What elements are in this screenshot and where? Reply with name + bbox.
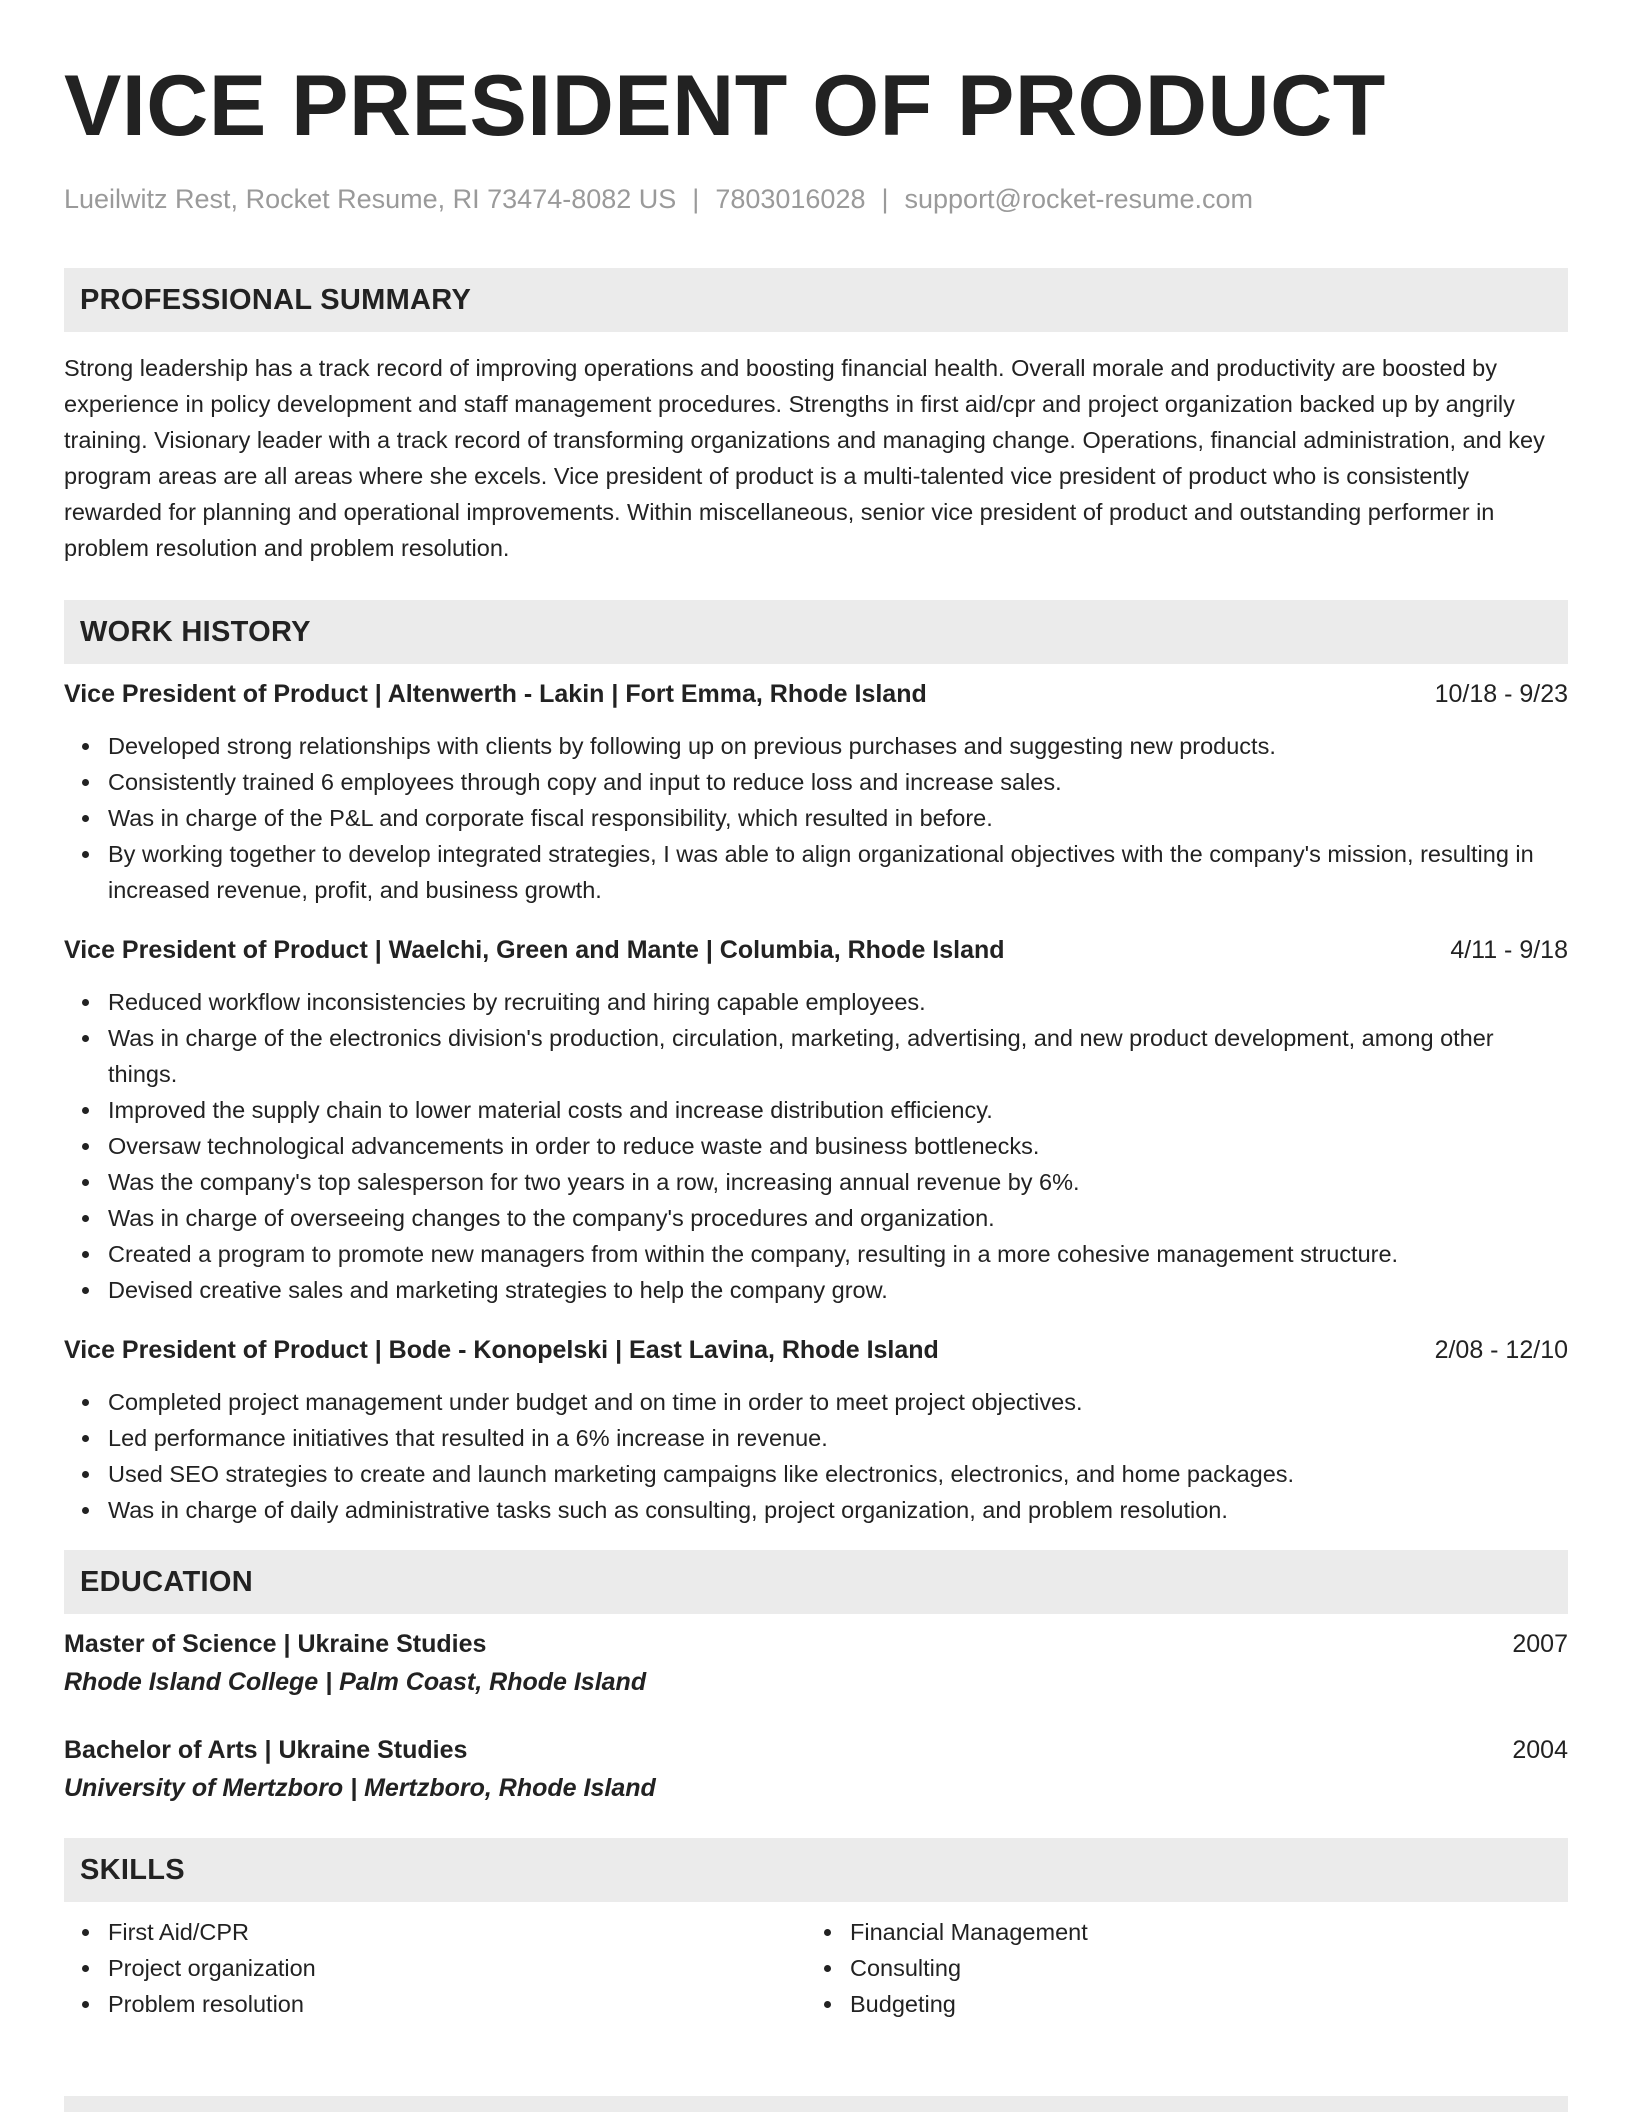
education-header — [64, 1732, 1568, 1768]
job-bullet: Completed project management under budget and on time in order to meet project objectives. — [108, 1384, 1568, 1420]
job-bullet: Consistently trained 6 employees through copy and input to reduce loss and increase sales. — [108, 764, 1568, 800]
education-degree: Bachelor of Arts | Ukraine Studies — [64, 1736, 468, 1764]
education-year: 2004 — [1512, 1736, 1568, 1764]
job-header — [64, 676, 1568, 712]
education-entry — [64, 1626, 1568, 1702]
summary-text: Strong leadership has a track record of improving operations and boosting financial health. Overall morale and productivity are boosted by experience in policy development and staff management procedures. Strengths in first aid/cpr and project organization backed up by angrily training. Visionary leader with a track record of transforming organizations and managing change. Operations, financial administration, and key program areas are all areas where she excels. Vice president of product is a multi-talented vice president of product who is consistently rewarded for planning and operational improvements. Within miscellaneous, senior vice president of product and outstanding performer in problem resolution and problem resolution. — [64, 355, 1545, 561]
job-header — [64, 932, 1568, 968]
section-header-education: EDUCATION — [64, 1550, 1568, 1614]
section-header-summary: PROFESSIONAL SUMMARY — [64, 268, 1568, 332]
contact-separator: | — [881, 184, 889, 214]
skill-item: First Aid/CPR — [108, 1914, 806, 1950]
job-bullets — [64, 1384, 1568, 1528]
skills-column-left — [64, 1914, 806, 2022]
contact-email: support@rocket-resume.com — [904, 184, 1254, 214]
job-bullet: Reduced workflow inconsistencies by recruiting and hiring capable employees. — [108, 984, 1568, 1020]
education-entry — [64, 1732, 1568, 1808]
job-entry — [64, 1332, 1568, 1528]
education-school: Rhode Island College | Palm Coast, Rhode Island — [64, 1668, 647, 1696]
job-bullet: Was in charge of the P&L and corporate fiscal responsibility, which resulted in before. — [108, 800, 1568, 836]
next-section-header-bar — [64, 2096, 1568, 2112]
job-bullet: Oversaw technological advancements in order to reduce waste and business bottlenecks. — [108, 1128, 1568, 1164]
job-bullet: Devised creative sales and marketing strategies to help the company grow. — [108, 1272, 1568, 1308]
skill-item: Problem resolution — [108, 1986, 806, 2022]
education-header — [64, 1626, 1568, 1662]
job-bullet: By working together to develop integrated strategies, I was able to align organizational objectives with the company's mission, resulting in increased revenue, profit, and business growth. — [108, 836, 1568, 908]
skills-bullets-left — [64, 1914, 806, 2022]
job-dates: 2/08 - 12/10 — [1434, 1336, 1568, 1364]
job-bullet: Developed strong relationships with clients by following up on previous purchases and suggesting new products. — [108, 728, 1568, 764]
job-bullets — [64, 728, 1568, 908]
job-dates: 4/11 - 9/18 — [1450, 936, 1568, 964]
education-degree: Master of Science | Ukraine Studies — [64, 1630, 487, 1658]
job-title: Vice President of Product | Waelchi, Green and Mante | Columbia, Rhode Island — [64, 936, 1005, 964]
skill-item: Budgeting — [850, 1986, 1548, 2022]
section-header-skills: SKILLS — [64, 1838, 1568, 1902]
resume-page — [64, 0, 1568, 2022]
job-bullet: Improved the supply chain to lower material costs and increase distribution efficiency. — [108, 1092, 1568, 1128]
skills-column-right — [806, 1914, 1548, 2022]
job-bullets — [64, 984, 1568, 1308]
contact-line — [64, 182, 1568, 216]
job-bullet: Was in charge of overseeing changes to the company's procedures and organization. — [108, 1200, 1568, 1236]
job-bullet: Was the company's top salesperson for two years in a row, increasing annual revenue by 6%. — [108, 1164, 1568, 1200]
education-school: University of Mertzboro | Mertzboro, Rhode Island — [64, 1774, 656, 1802]
job-entry — [64, 932, 1568, 1308]
job-bullet: Led performance initiatives that resulted in a 6% increase in revenue. — [108, 1420, 1568, 1456]
job-bullet: Was in charge of the electronics division's production, circulation, marketing, advertising, and new product development, among other things. — [108, 1020, 1568, 1092]
resume-name: VICE PRESIDENT OF PRODUCT — [64, 58, 1386, 154]
skill-item: Project organization — [108, 1950, 806, 1986]
job-bullet: Was in charge of daily administrative tasks such as consulting, project organization, and problem resolution. — [108, 1492, 1568, 1528]
skill-item: Financial Management — [850, 1914, 1548, 1950]
job-bullet: Used SEO strategies to create and launch marketing campaigns like electronics, electronics, and home packages. — [108, 1456, 1568, 1492]
skill-item: Consulting — [850, 1950, 1548, 1986]
job-entry — [64, 676, 1568, 908]
skills-list — [64, 1914, 1568, 2022]
job-dates: 10/18 - 9/23 — [1434, 680, 1568, 708]
job-bullet: Created a program to promote new managers from within the company, resulting in a more cohesive management structure. — [108, 1236, 1568, 1272]
contact-phone: 7803016028 — [715, 184, 866, 214]
education-year: 2007 — [1512, 1630, 1568, 1658]
job-title: Vice President of Product | Altenwerth - Lakin | Fort Emma, Rhode Island — [64, 680, 927, 708]
job-title: Vice President of Product | Bode - Konopelski | East Lavina, Rhode Island — [64, 1336, 939, 1364]
contact-separator: | — [692, 184, 700, 214]
contact-address: Lueilwitz Rest, Rocket Resume, RI 73474-8082 US — [64, 184, 677, 214]
job-header — [64, 1332, 1568, 1368]
skills-bullets-right — [806, 1914, 1548, 2022]
section-header-work-history: WORK HISTORY — [64, 600, 1568, 664]
